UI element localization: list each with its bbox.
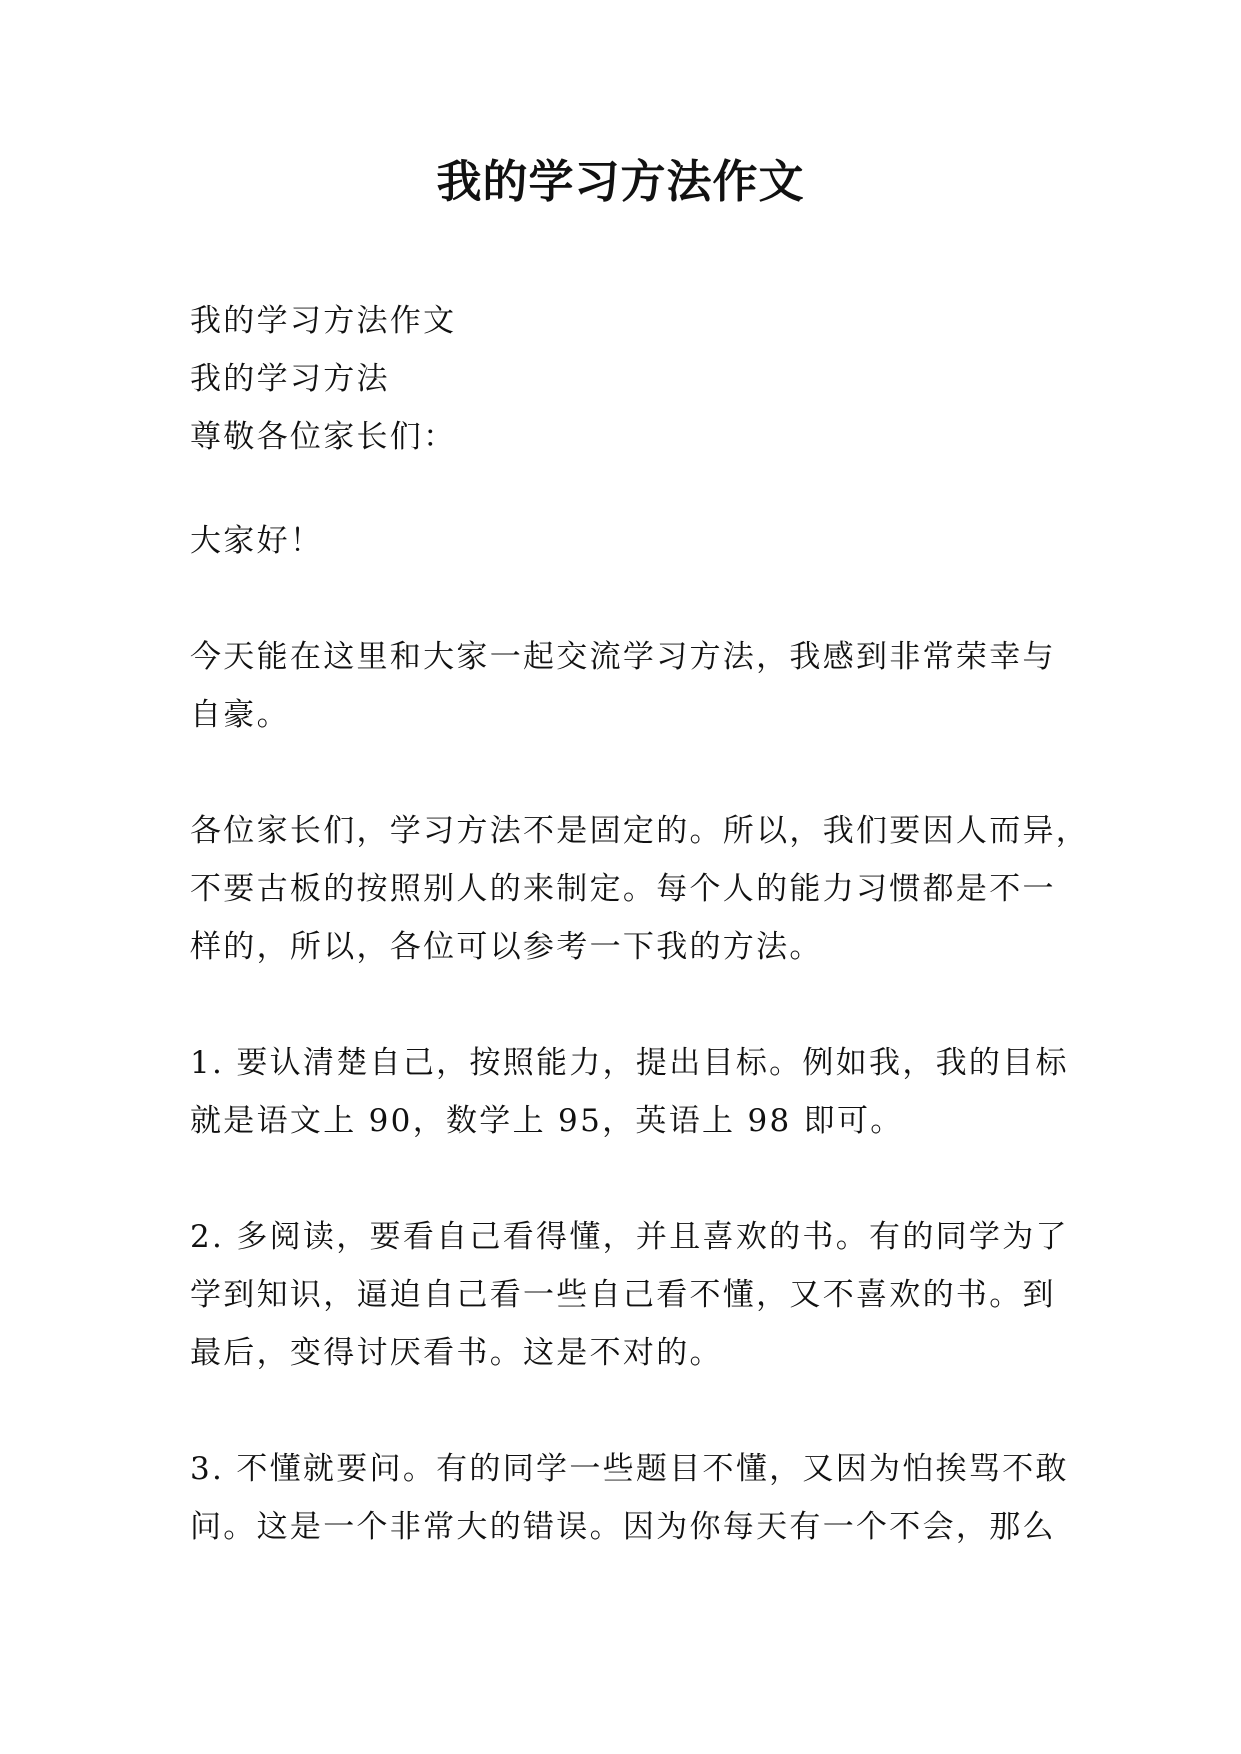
text-line: 大家好！ xyxy=(190,523,324,559)
text-line: 今天能在这里和大家一起交流学习方法，我感到非常荣幸与 xyxy=(190,639,1056,675)
text-line: 尊敬各位家长们： xyxy=(190,419,457,455)
paragraph xyxy=(190,802,1090,976)
text-line: 各位家长们，学习方法不是固定的。所以，我们要因人而异， xyxy=(190,813,1090,849)
header-lines xyxy=(190,292,1050,466)
text-line: 2. 多阅读，要看自己看得懂，并且喜欢的书。有的同学为了 xyxy=(190,1219,1069,1255)
paragraph xyxy=(190,1440,1069,1556)
text-line: 样的，所以，各位可以参考一下我的方法。 xyxy=(190,929,823,965)
document-body xyxy=(190,292,1090,1556)
text-line: 问。这是一个非常大的错误。因为你每天有一个不会，那么 xyxy=(190,1509,1056,1545)
text-line: 3. 不懂就要问。有的同学一些题目不懂，又因为怕挨骂不敢 xyxy=(190,1451,1069,1487)
text-line: 我的学习方法作文 xyxy=(190,303,457,339)
paragraph xyxy=(190,1034,1069,1150)
text-line: 自豪。 xyxy=(190,697,290,733)
text-line: 最后，变得讨厌看书。这是不对的。 xyxy=(190,1335,723,1371)
text-line: 就是语文上 90，数学上 95，英语上 98 即可。 xyxy=(190,1103,904,1139)
text-line: 我的学习方法 xyxy=(190,361,390,397)
text-line: 不要古板的按照别人的来制定。每个人的能力习惯都是不一 xyxy=(190,871,1056,907)
paragraph xyxy=(190,1208,1069,1382)
text-line: 1. 要认清楚自己，按照能力，提出目标。例如我，我的目标 xyxy=(190,1045,1069,1081)
document-title: 我的学习方法作文 xyxy=(436,155,805,208)
text-line: 学到知识，逼迫自己看一些自己看不懂，又不喜欢的书。到 xyxy=(190,1277,1056,1313)
paragraph xyxy=(190,628,1056,744)
paragraph xyxy=(190,512,1050,570)
spacer xyxy=(190,466,1050,512)
